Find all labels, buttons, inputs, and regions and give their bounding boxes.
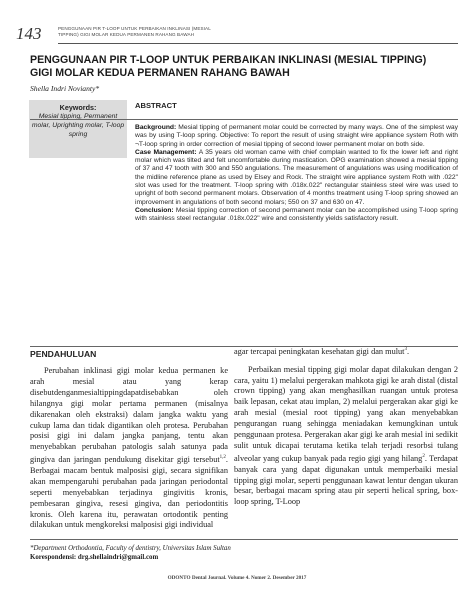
conclusion-text: Mesial tipping correction of second permanent molar can be accomplished using T-loop spring with stainless steel rectangular .018x.022" wire and consistently yields satisfactory result. <box>135 206 458 223</box>
right-p1-ref: 2 <box>422 453 425 459</box>
background-text: Mesial tipping of permanent molar could be corrected by many ways. One of the simplest way was by using T-loop spring. Objective: To report the result of using straight wire appliance system Roth with ¬T-loop spring in order correction of mesial tipping of second lower permanent molar on both side. <box>135 124 458 148</box>
keywords-text: Mesial tipping, Permanent molar, Uprighting molar, T-loop spring <box>31 113 125 138</box>
right-paragraph-0 <box>234 345 458 358</box>
footnote-correspondence <box>30 553 231 562</box>
right-p1-text: Perbaikan mesial tipping gigi molar dapat dilakukan dengan 2 cara, yaitu 1) melalui pergerakan mahkota gigi ke arah distal (distal crown tipping) yang akan menghasilkan ruangan untuk protesa baik lepasan, cekat atau implan, 2) melalui pergerakan akar gigi ke arah mesial (mesial root tipping) yang akan menyebabkan pengurangan ruang sehingga meniadakan kemungkinan untuk penggunaan protesa. Pergerakan akar gigi ke arah mesial ini sedikit sulit untuk dicapai terutama ketika telah terjadi resorbsi tulang alveolar yang cukup banyak pada regio gigi yang hilang <box>234 364 459 463</box>
header-rule <box>58 43 458 44</box>
case-label: Case Management: <box>135 148 197 156</box>
abstract-heading: ABSTRACT <box>135 101 177 110</box>
abstract-body <box>135 124 458 224</box>
author-name: Shella Indri Novianty* <box>30 84 100 93</box>
background-label: Background: <box>135 124 177 131</box>
right-p0-text: agar tercapai peningkatan kesehatan gigi dan mulut <box>234 346 405 356</box>
abstract-case <box>135 149 458 207</box>
page-number: 143 <box>16 24 42 43</box>
right-p0-ref: 3 <box>404 347 407 352</box>
left-p1-end: . Berbagai macam bentuk malposisi gigi, secara signifikan akan mempengaruhi perubahan pada jaringan periodontal seperti menyebabkan terjadinya gingivitis kronis, pembesaran gingiva, resesi gingiva, dan periodontitis kronis. Oleh karena itu, perawatan ortodontik penting dilakukan untuk mengkoreksi malposisi gigi individual <box>30 455 228 530</box>
footnote-rule <box>30 539 458 540</box>
left-column <box>30 366 228 531</box>
left-paragraph-1 <box>30 366 228 531</box>
footnote-affiliation: *Department Orthodontia, Faculty of dentistry, Universitas Islam Sultan <box>30 545 231 552</box>
article-title: PENGGUNAAN PIR T-LOOP UNTUK PERBAIKAN INKLINASI (MESIAL TIPPING) GIGI MOLAR KEDUA PERMANEN RAHANG BAWAH <box>30 54 427 79</box>
abstract-background <box>135 124 458 149</box>
left-p1-text: Perubahan inklinasi gigi molar kedua permanen ke arah mesial atau yang kerap disebutdenganmesialtippingdapatdisebabkan oleh hilangnya gigi molar pertama permanen (misalnya dikarenakan oleh ekstraksi) dalam jangka waktu yang cukup lama dan tidak digantikan oleh protesa. Perubahan posisi gigi ini dalam jangka panjang, tentu akan menyebabkan perubahan patologis salah satunya pada gingiva dan jaringan pendukung disekitar gigi tersebut <box>30 366 228 465</box>
abstract-rule <box>30 119 458 120</box>
section-heading: PENDAHULUAN <box>30 349 97 359</box>
right-p0-end: . <box>406 346 410 356</box>
case-text: A 35 years old woman came with chief complain wanted to fix the lower left and right molar which was tilted and felt uncomfortable during mastication. OPG examination showed a mesial tipping of 37 and 47 tooth with 300 and 550 angulations. The measurement of angulations was using modification of the midline reference plane as used by Elsey and Rock. The straight wire appliance system Roth with .022" slot was used for the treatment. T-loop spring with .018x.022" rectangular stainless steel wire was used to upright of both second permanent molars. Observation of 4 months treatment using T-loop spring showed an improvement in angulations of both second molars; 550 on 37 and 630 on 47. <box>135 148 458 206</box>
keywords-box <box>29 100 127 158</box>
running-head-line-1: PENGGUNAAN PIR T-LOOP UNTUK PERBAIKAN INKLINASI (MESIAL <box>58 26 211 31</box>
right-p1-end: . Terdapat banyak cara yang dapat digunakan untuk memperbaiki mesial tipping gigi molar, seperti penggunaan kawat lentur dengan ukuran besar, berbagai macam spring atau pir seperti helical spring, box-loop spring, T-Loop <box>234 453 458 507</box>
footnote <box>30 544 231 562</box>
right-paragraph-1 <box>234 365 458 509</box>
correspondence-text: Korespondensi: drg.shellaindri@gmail.com <box>30 554 159 561</box>
keywords-heading: Keywords: <box>59 103 97 112</box>
right-column <box>234 345 458 508</box>
conclusion-label: Conclusion: <box>135 206 174 214</box>
abstract-conclusion <box>135 207 458 224</box>
running-head <box>58 26 211 38</box>
journal-footer: ODONTO Dental Journal. Volume 4. Nomer 2. Desember 2017 <box>167 575 307 581</box>
running-head-line-2: TIPPING) GIGI MOLAR KEDUA PERMANEN RAHANG BAWAH <box>58 32 195 37</box>
left-p1-ref: 1,2 <box>219 455 226 461</box>
